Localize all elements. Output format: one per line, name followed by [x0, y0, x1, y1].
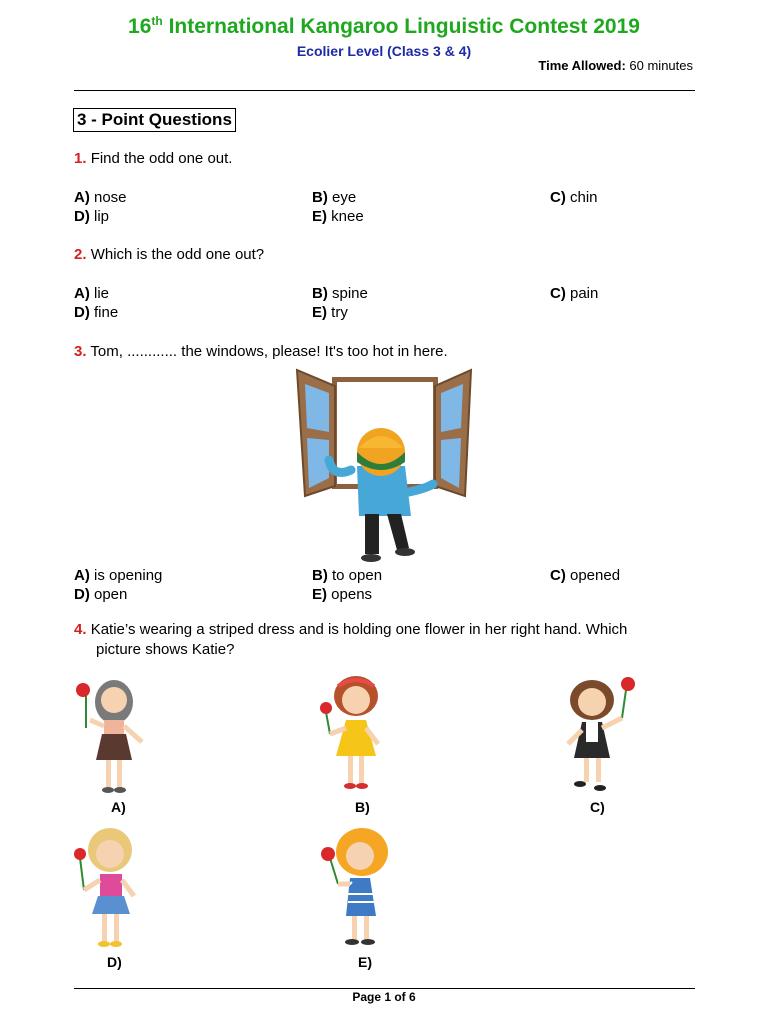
q4-label-a[interactable]: A)	[111, 799, 126, 815]
q2-option-a[interactable]: A) lie	[74, 285, 110, 302]
question-1: 1. Find the odd one out.	[74, 150, 233, 167]
girl-a-illustration	[72, 672, 152, 796]
girl-e-illustration	[318, 824, 402, 952]
page-number: Page 1 of 6	[352, 990, 416, 1004]
q2-option-b[interactable]: B) spine	[312, 285, 368, 302]
q3-option-e[interactable]: E) opens	[312, 586, 373, 603]
footer-divider	[74, 988, 695, 989]
header-divider	[74, 90, 695, 91]
q1-option-d[interactable]: D) lip	[74, 208, 110, 225]
q1-option-a[interactable]: A) nose	[74, 189, 127, 206]
time-allowed: Time Allowed: 60 minutes	[538, 58, 693, 73]
q3-option-d[interactable]: D) open	[74, 586, 128, 603]
q2-option-e[interactable]: E) try	[312, 304, 348, 321]
q4-label-b[interactable]: B)	[355, 799, 370, 815]
q4-label-e[interactable]: E)	[358, 954, 372, 970]
q3-option-a[interactable]: A) is opening	[74, 567, 163, 584]
section-title: 3 - Point Questions	[73, 108, 236, 132]
question-4: 4. Katie’s wearing a striped dress and is holding one flower in her right hand. Which picture shows Katie?	[74, 621, 628, 658]
q1-option-e[interactable]: E) knee	[312, 208, 364, 225]
girl-b-illustration	[316, 672, 396, 796]
q3-option-c[interactable]: C) opened	[550, 567, 621, 584]
q2-option-d[interactable]: D) fine	[74, 304, 119, 321]
question-2: 2. Which is the odd one out?	[74, 246, 265, 263]
question-3: 3. Tom, ............ the windows, please! It's too hot in here.	[74, 343, 448, 360]
q3-option-b[interactable]: B) to open	[312, 567, 383, 584]
contest-title: 16th International Kangaroo Linguistic Contest 2019	[128, 14, 640, 38]
girl-c-illustration	[556, 672, 640, 796]
q2-option-c[interactable]: C) pain	[550, 285, 599, 302]
q4-label-d[interactable]: D)	[107, 954, 122, 970]
window-boy-illustration	[293, 366, 475, 564]
girl-d-illustration	[72, 824, 152, 952]
contest-level: Ecolier Level (Class 3 & 4)	[296, 43, 472, 59]
q1-option-b[interactable]: B) eye	[312, 189, 357, 206]
q4-label-c[interactable]: C)	[590, 799, 605, 815]
q1-option-c[interactable]: C) chin	[550, 189, 598, 206]
